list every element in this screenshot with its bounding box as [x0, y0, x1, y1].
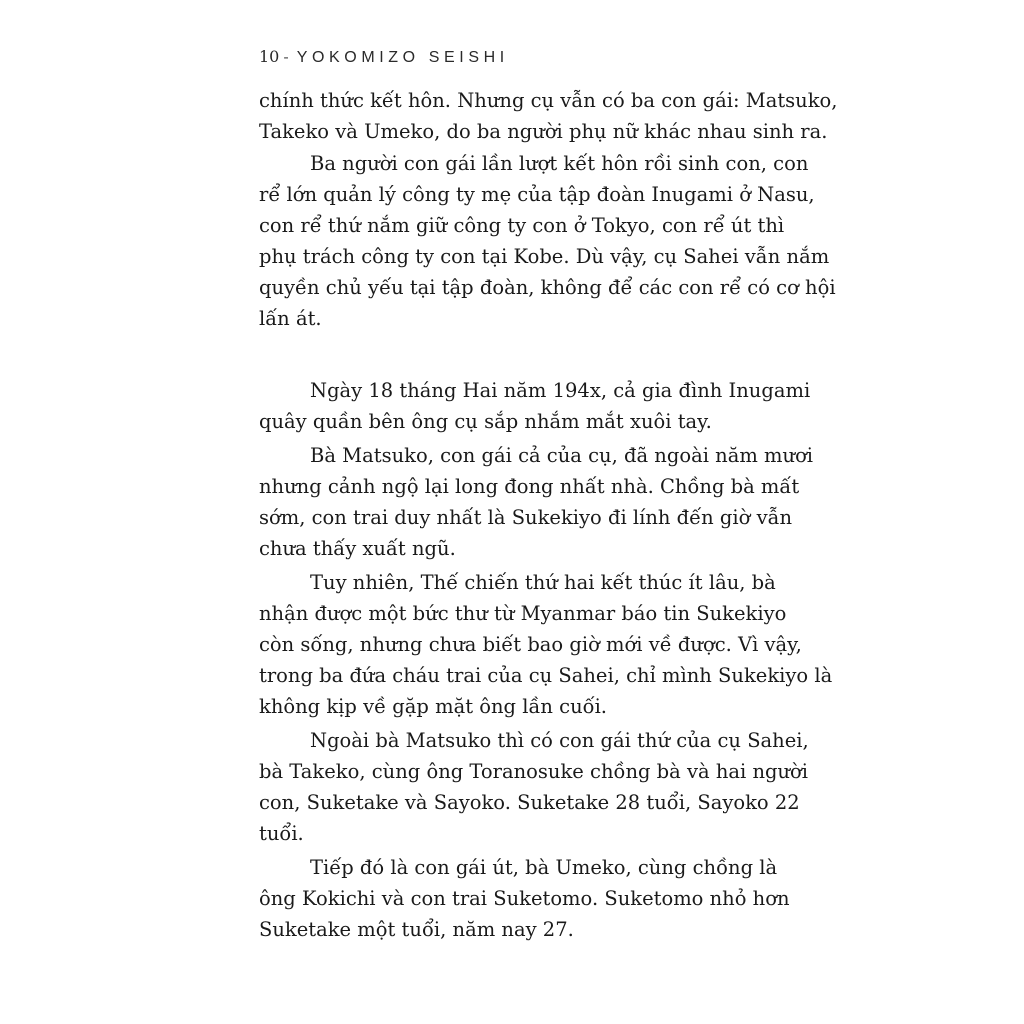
running-header	[259, 47, 509, 67]
text-line: nhận được một bức thư từ Myanmar báo tin Sukekiyo	[259, 602, 787, 625]
text-line: con, Suketake và Sayoko. Suketake 28 tuổi, Sayoko 22	[259, 791, 800, 814]
text-line: Bà Matsuko, con gái cả của cụ, đã ngoài năm mươi	[310, 444, 814, 467]
text-line: Ngày 18 tháng Hai năm 194x, cả gia đình Inugami	[310, 379, 811, 402]
text-line: lấn át.	[259, 307, 322, 330]
header-separator: -	[283, 49, 289, 66]
text-line: Takeko và Umeko, do ba người phụ nữ khác nhau sinh ra.	[259, 120, 828, 143]
text-line: quây quần bên ông cụ sắp nhắm mắt xuôi tay.	[259, 410, 712, 433]
text-line: còn sống, nhưng chưa biết bao giờ mới về được. Vì vậy,	[259, 633, 802, 656]
text-line: chưa thấy xuất ngũ.	[259, 537, 456, 560]
text-line: trong ba đứa cháu trai của cụ Sahei, chỉ mình Sukekiyo là	[259, 664, 833, 687]
text-line: bà Takeko, cùng ông Toranosuke chồng bà và hai người	[259, 760, 809, 783]
text-line: không kịp về gặp mặt ông lần cuối.	[259, 695, 608, 718]
text-line: quyền chủ yếu tại tập đoàn, không để các con rể có cơ hội	[259, 276, 836, 299]
text-line: phụ trách công ty con tại Kobe. Dù vậy, cụ Sahei vẫn nắm	[259, 245, 830, 268]
text-line: Suketake một tuổi, năm nay 27.	[259, 918, 574, 941]
text-line: con rể thứ nắm giữ công ty con ở Tokyo, con rể út thì	[259, 214, 785, 237]
text-line: sớm, con trai duy nhất là Sukekiyo đi lính đến giờ vẫn	[259, 506, 793, 529]
author-name: YOKOMIZO SEISHI	[296, 49, 509, 66]
text-line: ông Kokichi và con trai Suketomo. Suketomo nhỏ hơn	[259, 887, 790, 910]
text-line: rể lớn quản lý công ty mẹ của tập đoàn Inugami ở Nasu,	[259, 183, 815, 206]
text-line: Ba người con gái lần lượt kết hôn rồi sinh con, con	[310, 152, 809, 175]
text-line: Tiếp đó là con gái út, bà Umeko, cùng chồng là	[310, 856, 778, 879]
text-line: Ngoài bà Matsuko thì có con gái thứ của cụ Sahei,	[310, 729, 809, 752]
text-line: nhưng cảnh ngộ lại long đong nhất nhà. Chồng bà mất	[259, 475, 800, 498]
text-line: chính thức kết hôn. Nhưng cụ vẫn có ba con gái: Matsuko,	[259, 89, 838, 112]
text-line: tuổi.	[259, 822, 304, 845]
page-number: 10	[259, 47, 280, 66]
text-line: Tuy nhiên, Thế chiến thứ hai kết thúc ít lâu, bà	[310, 571, 776, 594]
